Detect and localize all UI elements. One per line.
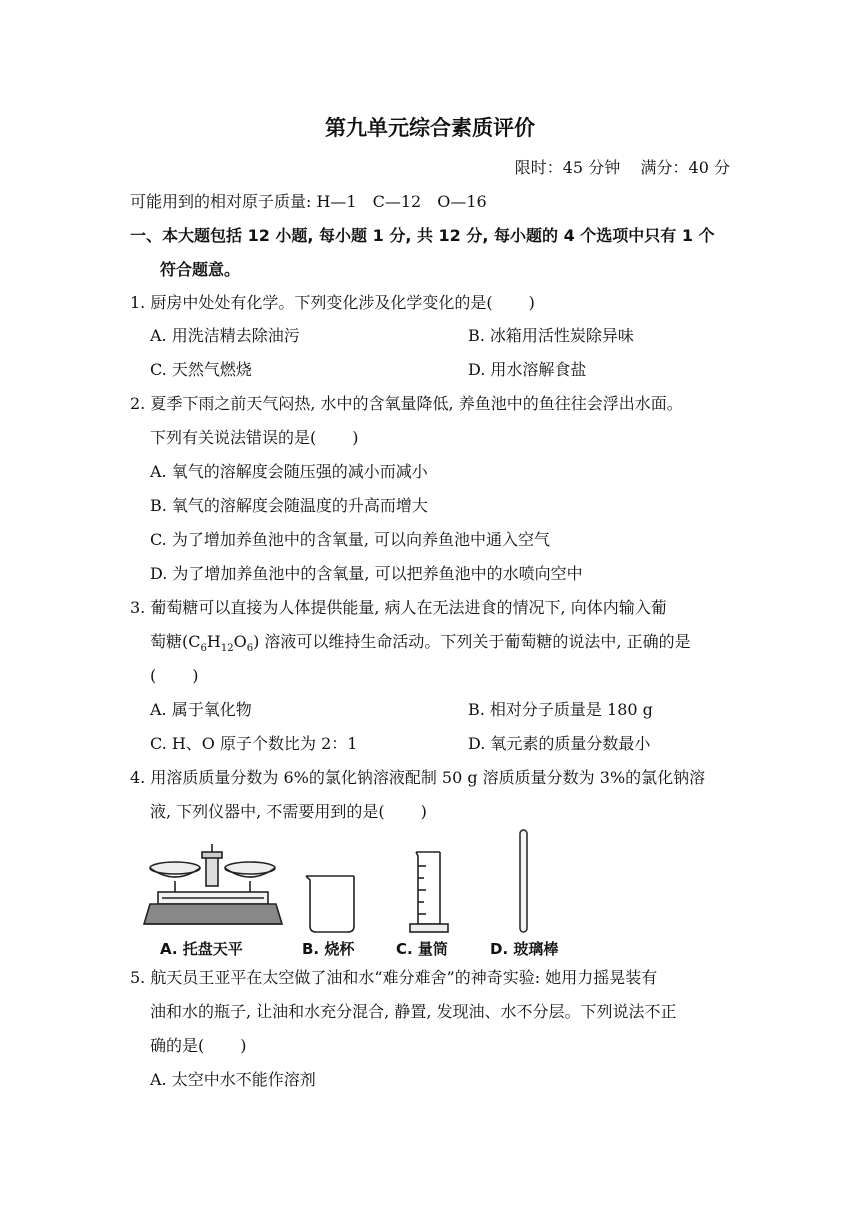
q4-apparatus-figure (140, 826, 580, 961)
q2-option-c: C. 为了增加养鱼池中的含氧量, 可以向养鱼池中通入空气 (150, 530, 551, 549)
q3-option-b: B. 相对分子质量是 180 g (468, 700, 653, 719)
q5-stem-line1: 5. 航天员王亚平在太空做了油和水“难分难舍”的神奇实验: 她用力摇晃装有 (130, 968, 658, 987)
q3-option-d: D. 氧元素的质量分数最小 (468, 734, 651, 753)
glass-rod-icon (520, 830, 527, 932)
fig-label-cylinder: C. 量筒 (396, 940, 448, 958)
q5-option-a: A. 太空中水不能作溶剂 (150, 1070, 316, 1089)
balance-icon (144, 844, 282, 924)
q1-option-c: C. 天然气燃烧 (150, 360, 252, 379)
full-score: 满分：40 分 (640, 158, 730, 177)
page-title: 第九单元综合素质评价 (325, 116, 535, 140)
q3-option-a: A. 属于氧化物 (150, 700, 252, 719)
fig-label-balance: A. 托盘天平 (160, 940, 243, 958)
section1-heading-line2: 符合题意。 (160, 260, 241, 279)
beaker-icon (306, 876, 354, 932)
q4-stem-line2: 液, 下列仪器中, 不需要用到的是( ) (150, 802, 427, 821)
q1-option-d: D. 用水溶解食盐 (468, 360, 587, 379)
q2-stem-line1: 2. 夏季下雨之前天气闷热, 水中的含氧量降低, 养鱼池中的鱼往往会浮出水面。 (130, 394, 683, 413)
atomic-mass-note: 可能用到的相对原子质量: H—1 C—12 O—16 (130, 192, 487, 211)
fig-label-beaker: B. 烧杯 (302, 940, 355, 958)
q5-stem-line3: 确的是( ) (150, 1036, 247, 1055)
q3-stem-line1: 3. 葡萄糖可以直接为人体提供能量, 病人在无法进食的情况下, 向体内输入葡 (130, 598, 667, 617)
section1-heading-line1: 一、本大题包括 12 小题, 每小题 1 分, 共 12 分, 每小题的 4 个选项中只有 1 个 (130, 226, 715, 245)
q1-option-a: A. 用洗洁精去除油污 (150, 326, 300, 345)
q1-stem: 1. 厨房中处处有化学。下列变化涉及化学变化的是( ) (130, 293, 535, 312)
q2-option-a: A. 氧气的溶解度会随压强的减小而减小 (150, 462, 428, 481)
time-limit: 限时：45 分钟 (514, 158, 621, 177)
fig-label-glass-rod: D. 玻璃棒 (490, 940, 559, 958)
q1-option-b: B. 冰箱用活性炭除异味 (468, 326, 634, 345)
exam-meta (515, 158, 730, 178)
q4-stem-line1: 4. 用溶质质量分数为 6%的氯化钠溶液配制 50 g 溶质质量分数为 3%的氯化钠溶 (130, 768, 706, 787)
graduated-cylinder-icon (410, 852, 448, 932)
q3-answer-paren: ( ) (150, 666, 199, 685)
q3-option-c: C. H、O 原子个数比为 2：1 (150, 734, 358, 753)
q2-option-b: B. 氧气的溶解度会随温度的升高而增大 (150, 496, 428, 515)
q5-stem-line2: 油和水的瓶子, 让油和水充分混合, 静置, 发现油、水不分层。下列说法不正 (150, 1002, 677, 1021)
q3-stem-line2: 萄糖$(C_6H_{12}O_6)$ 溶液可以维持生命活动。下列关于葡萄糖的说法中, 正确的是 (150, 632, 691, 655)
q2-option-d: D. 为了增加养鱼池中的含氧量, 可以把养鱼池中的水喷向空中 (150, 564, 583, 583)
q2-stem-line2: 下列有关说法错误的是( ) (150, 428, 359, 447)
